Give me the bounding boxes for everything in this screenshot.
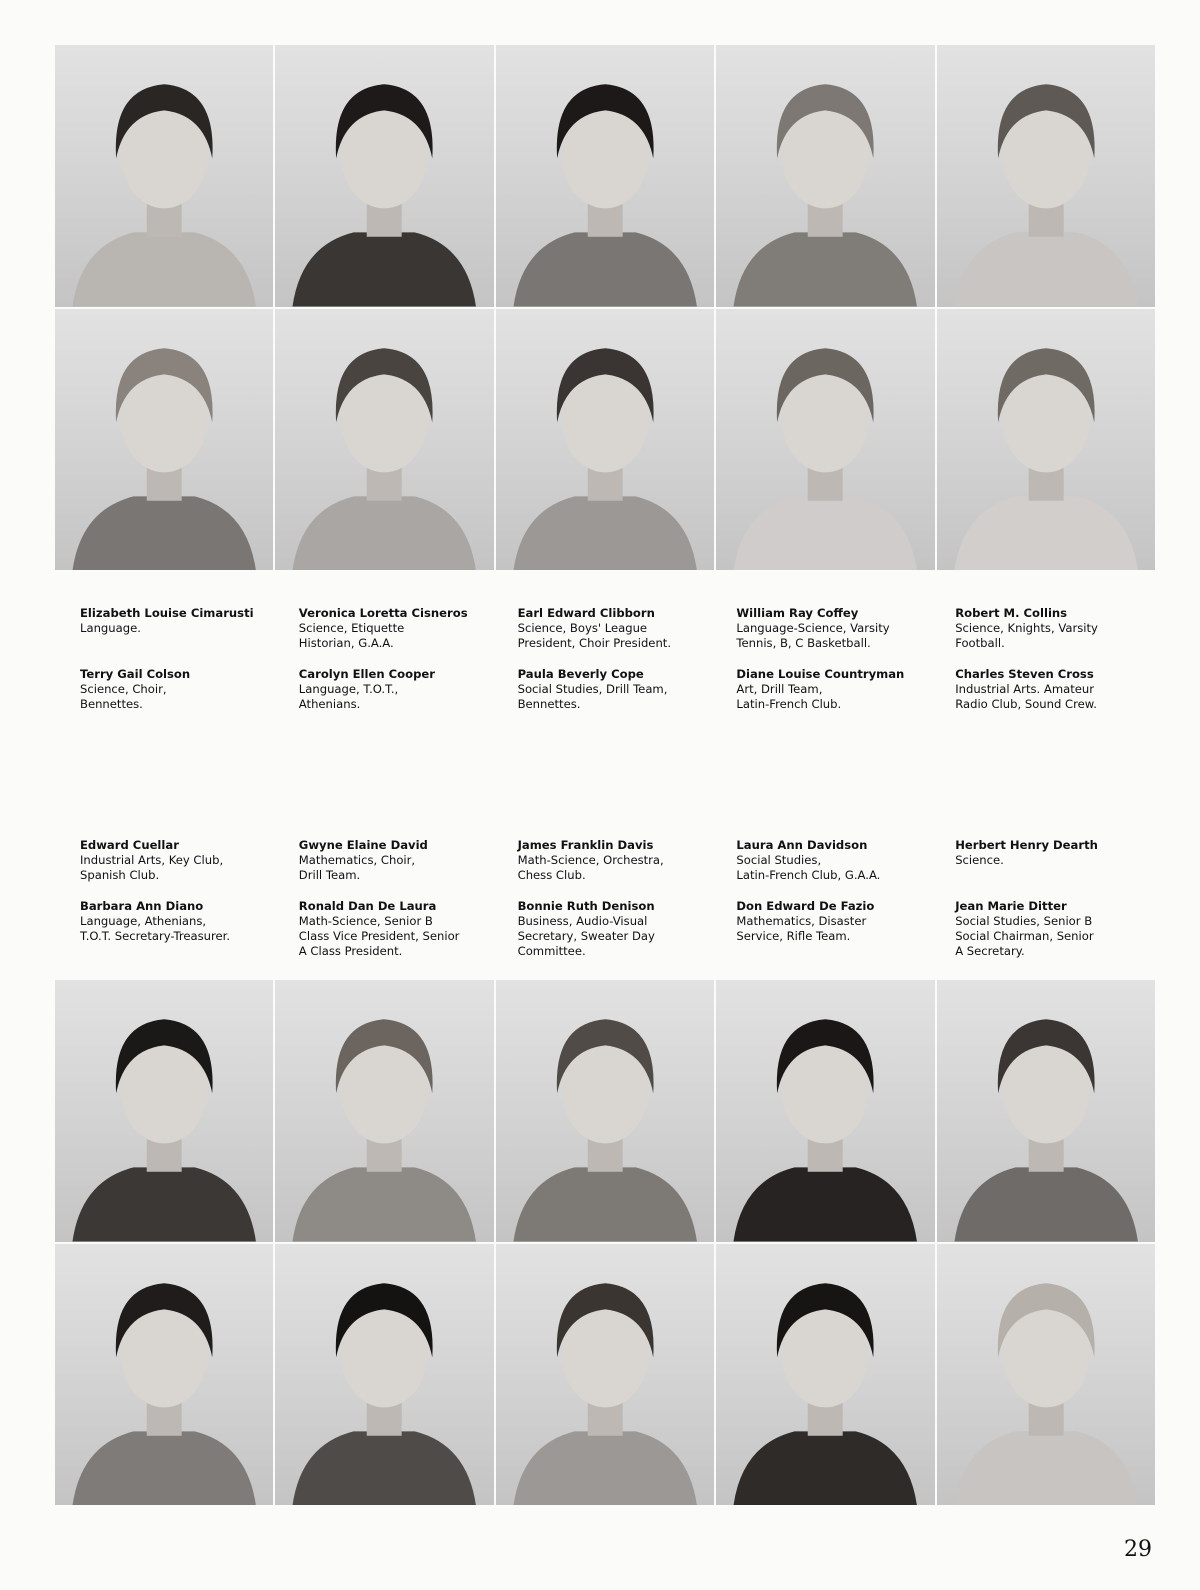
senior-caption (518, 838, 723, 883)
senior-name: Edward Cuellar (80, 838, 179, 852)
senior-portrait (496, 980, 714, 1242)
senior-portrait (55, 1244, 273, 1506)
senior-name: Jean Marie Ditter (955, 899, 1067, 913)
senior-caption (955, 899, 1160, 959)
senior-name: Paula Beverly Cope (517, 667, 644, 681)
senior-activities: Language-Science, Varsity (736, 621, 890, 635)
senior-caption (736, 838, 941, 883)
senior-activities: Latin-French Club. (736, 697, 842, 711)
senior-portrait (716, 980, 934, 1242)
senior-portrait (937, 1244, 1155, 1506)
senior-activities: Business, Audio-Visual (517, 914, 648, 928)
portrait-grid-top (55, 45, 1155, 570)
senior-name: Ronald Dan De Laura (298, 899, 437, 913)
senior-portrait (496, 1244, 714, 1506)
senior-activities: Mathematics, Choir, (298, 853, 416, 867)
senior-activities: Committee. (517, 944, 586, 958)
senior-name: Don Edward De Fazio (736, 899, 875, 913)
senior-portrait (55, 45, 273, 307)
senior-activities: Science, Knights, Varsity (955, 621, 1098, 635)
senior-caption (80, 899, 285, 959)
senior-name: Earl Edward Clibborn (517, 606, 655, 620)
senior-portrait (716, 309, 934, 571)
senior-activities: Radio Club, Sound Crew. (955, 697, 1097, 711)
senior-caption (955, 606, 1160, 651)
senior-activities: Service, Rifle Team. (736, 929, 851, 943)
senior-activities: Bennettes. (80, 697, 143, 711)
senior-name: Herbert Henry Dearth (955, 838, 1098, 852)
senior-caption (736, 606, 941, 651)
captions-top (80, 606, 1160, 712)
senior-activities: Bennettes. (517, 697, 581, 711)
page-number: 29 (1124, 1537, 1152, 1562)
senior-activities: Latin-French Club, G.A.A. (736, 868, 881, 882)
senior-activities: Language, Athenians, (80, 914, 207, 928)
senior-caption (299, 838, 504, 883)
senior-portrait (55, 980, 273, 1242)
senior-caption (736, 899, 941, 959)
senior-activities: Science, Choir, (80, 682, 167, 696)
senior-name: Elizabeth Louise Cimarusti (80, 606, 254, 620)
senior-name: Gwyne Elaine David (298, 838, 428, 852)
senior-caption (80, 667, 285, 712)
senior-activities: Science. (955, 853, 1004, 867)
senior-portrait (275, 45, 493, 307)
senior-caption (736, 667, 941, 712)
senior-activities: Social Studies, (736, 853, 822, 867)
senior-portrait (937, 980, 1155, 1242)
senior-activities: Class Vice President, Senior (298, 929, 460, 943)
senior-name: William Ray Coffey (736, 606, 859, 620)
senior-activities: Athenians. (298, 697, 361, 711)
senior-portrait (496, 45, 714, 307)
senior-activities: Secretary, Sweater Day (517, 929, 655, 943)
senior-name: Bonnie Ruth Denison (517, 899, 655, 913)
senior-caption (299, 606, 504, 651)
senior-activities: Language, T.O.T., (298, 682, 399, 696)
senior-activities: Industrial Arts, Key Club, (80, 853, 224, 867)
senior-name: James Franklin Davis (517, 838, 654, 852)
senior-activities: Science, Boys' League (517, 621, 648, 635)
senior-activities: Tennis, B, C Basketball. (736, 636, 871, 650)
senior-activities: Math-Science, Senior B (298, 914, 433, 928)
senior-name: Carolyn Ellen Cooper (298, 667, 435, 681)
senior-caption (299, 899, 504, 959)
senior-portrait (937, 45, 1155, 307)
senior-portrait (275, 980, 493, 1242)
senior-activities: Social Studies, Senior B (955, 914, 1093, 928)
senior-caption (80, 838, 285, 883)
captions-bottom (80, 838, 1160, 959)
senior-activities: Drill Team. (298, 868, 361, 882)
senior-activities: Social Studies, Drill Team, (517, 682, 668, 696)
senior-name: Terry Gail Colson (80, 667, 191, 681)
senior-activities: Football. (955, 636, 1005, 650)
senior-caption (518, 606, 723, 651)
senior-activities: Language. (80, 621, 141, 635)
senior-name: Laura Ann Davidson (736, 838, 868, 852)
senior-portrait (937, 309, 1155, 571)
senior-caption (955, 667, 1160, 712)
portrait-grid-bottom (55, 980, 1155, 1505)
senior-activities: Social Chairman, Senior (955, 929, 1094, 943)
senior-activities: Science, Etiquette (298, 621, 405, 635)
senior-caption (80, 606, 285, 651)
senior-name: Charles Steven Cross (955, 667, 1094, 681)
senior-activities: Industrial Arts. Amateur (955, 682, 1095, 696)
senior-caption (955, 838, 1160, 883)
senior-activities: A Secretary. (955, 944, 1025, 958)
senior-activities: T.O.T. Secretary-Treasurer. (80, 929, 231, 943)
senior-name: Veronica Loretta Cisneros (298, 606, 468, 620)
senior-activities: Chess Club. (517, 868, 586, 882)
senior-name: Barbara Ann Diano (80, 899, 204, 913)
senior-portrait (55, 309, 273, 571)
senior-activities: Spanish Club. (80, 868, 160, 882)
senior-portrait (275, 1244, 493, 1506)
senior-portrait (496, 309, 714, 571)
senior-name: Diane Louise Countryman (736, 667, 905, 681)
senior-activities: A Class President. (298, 944, 403, 958)
senior-portrait (275, 309, 493, 571)
senior-caption (299, 667, 504, 712)
senior-name: Robert M. Collins (955, 606, 1068, 620)
senior-caption (518, 899, 723, 959)
senior-activities: President, Choir President. (517, 636, 672, 650)
senior-activities: Math-Science, Orchestra, (517, 853, 664, 867)
senior-portrait (716, 1244, 934, 1506)
senior-activities: Mathematics, Disaster (736, 914, 867, 928)
senior-activities: Art, Drill Team, (736, 682, 823, 696)
senior-activities: Historian, G.A.A. (298, 636, 394, 650)
senior-portrait (716, 45, 934, 307)
senior-caption (518, 667, 723, 712)
